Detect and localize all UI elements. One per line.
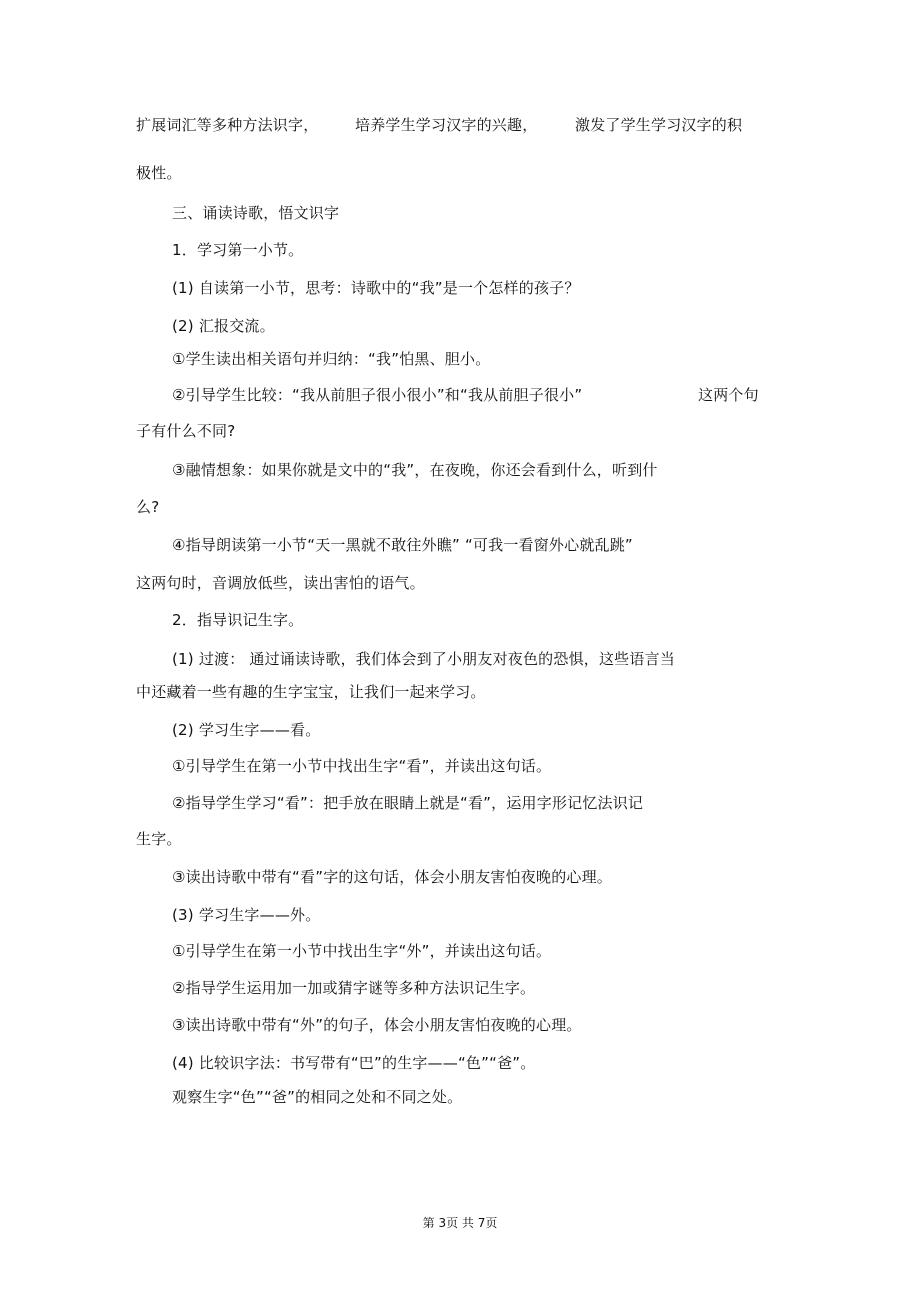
list-item: ①学生读出相关语句并归纳：“我”怕黑、胆小。 <box>172 350 491 368</box>
list-item: ②引导学生比较：“我从前胆子很小很小”和“我从前胆子很小” <box>172 386 583 404</box>
paragraph-line: 扩展词汇等多种方法识字， <box>136 116 319 134</box>
paragraph-line: 中还藏着一些有趣的生字宝宝，让我们一起来学习。 <box>136 683 486 701</box>
list-item: ①引导学生在第一小节中找出生字“外”，并读出这句话。 <box>172 942 552 960</box>
list-item: ③读出诗歌中带有“看”字的这句话，体会小朋友害怕夜晚的心理。 <box>172 868 612 886</box>
list-item: ③融情想象：如果你就是文中的“我”，在夜晚，你还会看到什么，听到什 <box>172 461 658 479</box>
list-item: ②指导学生学习“看”：把手放在眼睛上就是“看”，运用字形记忆法识记 <box>172 794 644 812</box>
list-item: (1) 过渡： 通过诵读诗歌，我们体会到了小朋友对夜色的恐惧，这些语言当 <box>172 650 675 668</box>
page-number: 第 3页 共 7页 <box>422 1216 498 1230</box>
list-item: 这两个句 <box>698 386 759 404</box>
list-item: (2) 汇报交流。 <box>172 317 275 335</box>
paragraph-line: 观察生字“色”“爸”的相同之处和不同之处。 <box>172 1088 463 1106</box>
list-item: 1．学习第一小节。 <box>172 241 304 259</box>
list-item: ④指导朗读第一小节“天一黑就不敢往外瞧” “可我一看窗外心就乱跳” <box>172 536 633 554</box>
list-item: ②指导学生运用加一加或猜字谜等多种方法识记生字。 <box>172 979 536 997</box>
paragraph-line: 这两句时，音调放低些，读出害怕的语气。 <box>136 574 425 592</box>
section-heading: 三、诵读诗歌，悟文识字 <box>172 204 340 222</box>
list-item: (2) 学习生字——看。 <box>172 721 321 739</box>
list-item: ③读出诗歌中带有“外”的句子，体会小朋友害怕夜晚的心理。 <box>172 1016 582 1034</box>
list-item: 2．指导识记生字。 <box>172 611 304 629</box>
list-item: (4) 比较识字法：书写带有“巴”的生字——“色”“爸”。 <box>172 1054 536 1072</box>
list-item: (3) 学习生字——外。 <box>172 906 321 924</box>
paragraph-line: 生字。 <box>136 830 182 848</box>
paragraph-line: 培养学生学习汉字的兴趣， <box>355 116 538 134</box>
paragraph-line: 子有什么不同? <box>136 422 236 440</box>
paragraph-line: 极性。 <box>136 164 182 182</box>
paragraph-line: 么? <box>136 498 160 516</box>
list-item: (1) 自读第一小节，思考：诗歌中的“我”是一个怎样的孩子？ <box>172 279 580 297</box>
list-item: ①引导学生在第一小节中找出生字“看”，并读出这句话。 <box>172 757 552 775</box>
paragraph-line: 激发了学生学习汉字的积 <box>575 116 743 134</box>
